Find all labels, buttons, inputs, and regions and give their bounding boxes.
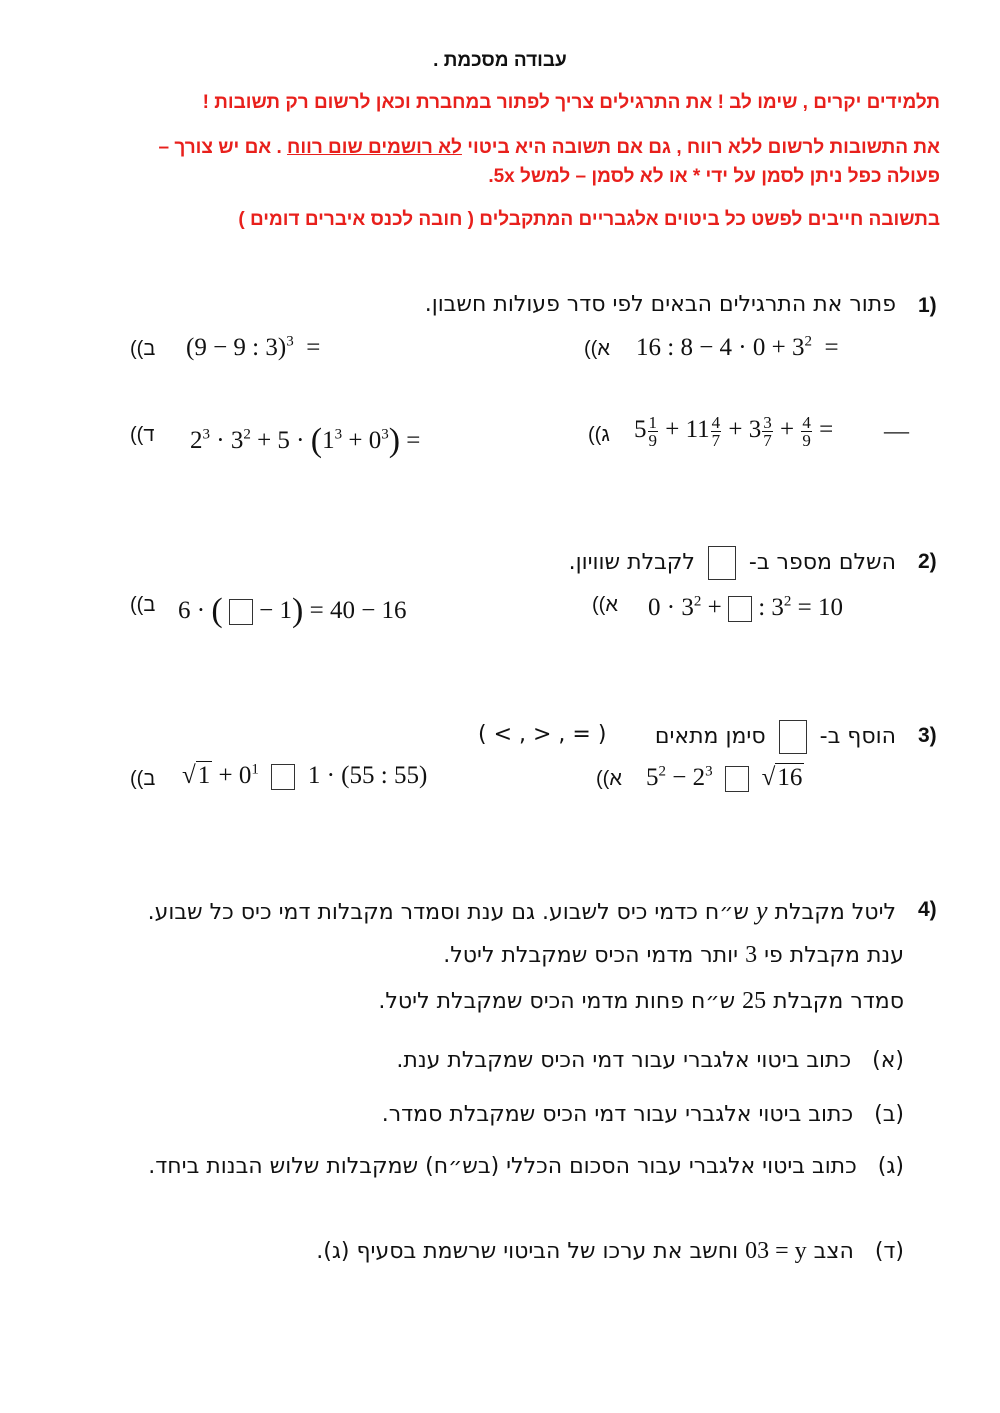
q2-instruction-start: השלם מספר ב- bbox=[748, 550, 896, 575]
notice-underlined: לא רושמים שום רווח bbox=[287, 137, 462, 158]
q4-item-a-label: (א) bbox=[872, 1048, 904, 1073]
q4-line-1 bbox=[148, 896, 896, 926]
q4-line-2-start: ענת מקבלת פי bbox=[764, 943, 904, 968]
notice-line-2-end: . אם יש צורך – bbox=[158, 137, 288, 158]
notice-line-2 bbox=[159, 137, 941, 159]
q3-label-a: ((א bbox=[596, 768, 622, 790]
answer-box-icon bbox=[708, 546, 736, 580]
q3a-answer-box[interactable] bbox=[725, 766, 749, 792]
q1-label-a-text: (א bbox=[590, 338, 610, 360]
q4-item-c-label: (ג) bbox=[877, 1154, 904, 1179]
q4-line-2 bbox=[443, 942, 904, 969]
q4-number: 4) bbox=[918, 898, 937, 921]
q4-item-a-text: כתוב ביטוי אלגברי עבור דמי הכיס שמקבלת ענת. bbox=[396, 1048, 852, 1073]
q1b-expression: (9 − 9 : 3)$^3$ = bbox=[186, 333, 321, 361]
q1-label-c-text: (ג bbox=[594, 424, 610, 446]
q1-label-b-text: (ב bbox=[136, 338, 156, 360]
q2-label-b: ((ב bbox=[130, 594, 156, 616]
q4-item-d-label: (ד) bbox=[874, 1239, 904, 1264]
q1d-expression: $2^3 \cdot 3^2 + 5 \cdot (1^3 + 0^3)$ = bbox=[190, 422, 421, 459]
page-title: עבודה מסכמת . bbox=[433, 50, 567, 71]
q4-line-1-start: ליטל מקבלת bbox=[774, 900, 896, 925]
q2b-expression: 6 · ( − 1) = 40 − 16 bbox=[178, 592, 407, 629]
q4-item-c bbox=[148, 1154, 904, 1179]
q1-label-a: ((א bbox=[584, 338, 610, 360]
notice-line-3: פעולה כפל ניתן לסמן על ידי * או לא לסמן – למשל 5x. bbox=[488, 166, 940, 187]
q4-item-a bbox=[396, 1048, 904, 1073]
q3a-expression: $5^2 - 2^3$ √16 bbox=[646, 763, 803, 791]
q2a-answer-box[interactable] bbox=[728, 596, 752, 622]
q1-label-d: ((ד bbox=[130, 424, 155, 446]
q4-item-d-end: וחשב את ערכו של הביטוי שרשמת בסעיף (ג). bbox=[316, 1239, 739, 1264]
q2-number: 2) bbox=[918, 550, 937, 573]
q4-line-2-number: 3 bbox=[745, 942, 758, 968]
q3-instruction bbox=[655, 720, 896, 754]
notice-line-4: בתשובה חייבים לפשט כל ביטוים אלגבריים המתקבלים ( חובה לכנס איברים דומים ) bbox=[238, 209, 940, 230]
answer-box-icon bbox=[779, 720, 807, 754]
q2-instruction-end: לקבלת שוויון. bbox=[568, 550, 695, 575]
notice-line-1: תלמידים יקרים , שימו לב ! את התרגילים צריך לפתור במחברת וכאן לרשום רק תשובות ! bbox=[202, 92, 940, 113]
q4-variable-y: y bbox=[756, 896, 768, 925]
q1c-expression: 5 $\frac{1}{9}$ + 11 $\frac{4}{7}$ + 3 $\frac{3}{7}$ + $\frac{4}{9}$ = bbox=[634, 413, 834, 450]
q4-line-3-end: ש״ח פחות מדמי הכיס שמקבלת ליטל. bbox=[378, 989, 736, 1014]
q4-line-2-end: יותר מדמי הכיס שמקבלת ליטל. bbox=[443, 943, 739, 968]
q4-item-b-label: (ב) bbox=[874, 1102, 904, 1127]
q4-item-b bbox=[382, 1102, 904, 1127]
q4-line-3-number: 25 bbox=[742, 988, 767, 1014]
q3-label-a-text: (א bbox=[602, 768, 622, 790]
q3-instruction-start: הוסף ב- bbox=[819, 724, 896, 749]
q4-item-c-text: כתוב ביטוי אלגברי עבור הסכום הכללי (בש״ח) שמקבלות שלוש הבנות ביחד. bbox=[148, 1154, 857, 1179]
q1c-dash: — bbox=[884, 418, 909, 445]
q2b-answer-box[interactable] bbox=[229, 599, 253, 625]
notice-line-2-start: את התשובות לרשום ללא רווח , גם אם תשובה היא ביטוי bbox=[461, 137, 940, 158]
q4-item-d bbox=[316, 1238, 904, 1265]
q3-label-b-text: (ב bbox=[136, 768, 156, 790]
q3-label-b: ((ב bbox=[130, 768, 156, 790]
q3-symbols: ( = , < , > ) bbox=[478, 722, 607, 747]
q2-label-a: ((א bbox=[592, 594, 618, 616]
q4-line-3-start: סמדר מקבלת bbox=[773, 989, 904, 1014]
q1-number: 1) bbox=[918, 294, 937, 317]
q4-item-b-text: כתוב ביטוי אלגברי עבור דמי הכיס שמקבלת סמדר. bbox=[381, 1102, 854, 1127]
q3b-expression: $√1 + 0^1$ 1 · (55 : 55) bbox=[182, 761, 428, 789]
q3-instruction-mid: סימן מתאים bbox=[654, 724, 766, 749]
q4-line-3 bbox=[378, 988, 904, 1015]
q3-number: 3) bbox=[918, 724, 937, 747]
q1-label-c: ((ג bbox=[588, 424, 610, 446]
q1-instruction: פתור את התרגילים הבאים לפי סדר פעולות חשבון. bbox=[424, 292, 896, 317]
q2-label-a-text: (א bbox=[598, 594, 618, 616]
q4-line-1-end: ש״ח כדמי כיס לשבוע. גם ענת וסמדר מקבלות דמי כיס כל שבוע. bbox=[147, 900, 750, 925]
q1a-expression: 16 : $8 - 4 \cdot 0 + 3^2$ = bbox=[636, 333, 839, 361]
q2a-expression: $0 \cdot 3^2$ + : $3^2 = 10$ bbox=[648, 593, 843, 621]
q4-item-d-start: הצב bbox=[813, 1239, 854, 1264]
q2-label-b-text: (ב bbox=[136, 594, 156, 616]
q3b-answer-box[interactable] bbox=[271, 764, 295, 790]
q1-label-d-text: (ד bbox=[136, 424, 155, 446]
q4-item-d-equation: y = 30 bbox=[745, 1238, 807, 1264]
q1-label-b: ((ב bbox=[130, 338, 156, 360]
q2-instruction bbox=[569, 546, 896, 580]
